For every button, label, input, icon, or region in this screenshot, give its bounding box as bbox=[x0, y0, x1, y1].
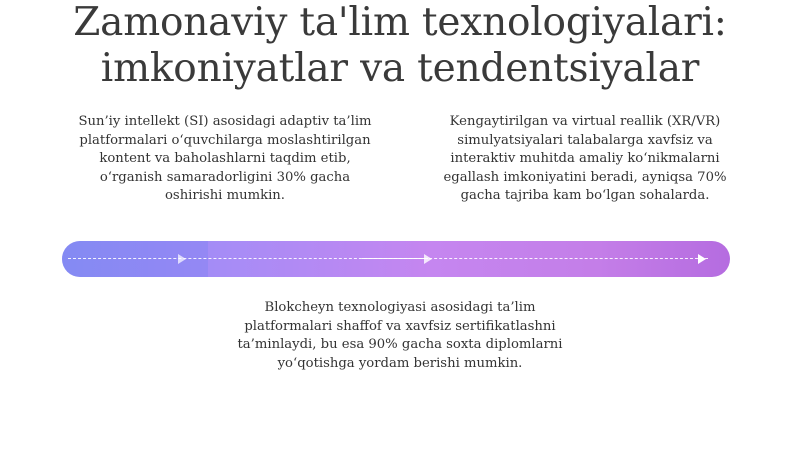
timeline-bar bbox=[62, 241, 730, 277]
timeline-segment-shade bbox=[62, 241, 208, 277]
title-line-1: Zamonaviy ta'lim texnologiyalari: bbox=[73, 0, 727, 45]
title-line-2: imkoniyatlar va tendentsiyalar bbox=[100, 46, 700, 91]
blockchain-certification-text: Blokcheyn texnologiyasi asosidagi ta’lim platformalari shaffof va xavfsiz sertifikatlashni ta’minlaydi, bu esa 90% gacha soxta diplomlarni yo‘qotishga yordam berishi mumkin. bbox=[237, 300, 563, 371]
page-title bbox=[0, 0, 800, 92]
ai-adaptive-learning-text: Sun’iy intellekt (SI) asosidagi adaptiv ta’lim platformalari o‘quvchilarga moslashtirilgan kontent va baholashlarni taqdim etib, o‘rganish samaradorligini 30% gacha oshirishi mumkin. bbox=[78, 114, 372, 204]
xr-vr-simulation-text: Kengaytirilgan va virtual reallik (XR/VR) simulyatsiyalari talabalarga xavfsiz va interaktiv muhitda amaliy ko‘nikmalarni egallash imkoniyatini beradi, ayniqsa 70% gacha tajriba kam bo‘lgan sohalarda. bbox=[443, 114, 727, 204]
timeline-arrow-icon bbox=[178, 254, 186, 264]
timeline-solid-line bbox=[362, 258, 428, 259]
timeline-arrow-end-icon bbox=[698, 254, 706, 264]
timeline-arrow-icon bbox=[424, 254, 432, 264]
